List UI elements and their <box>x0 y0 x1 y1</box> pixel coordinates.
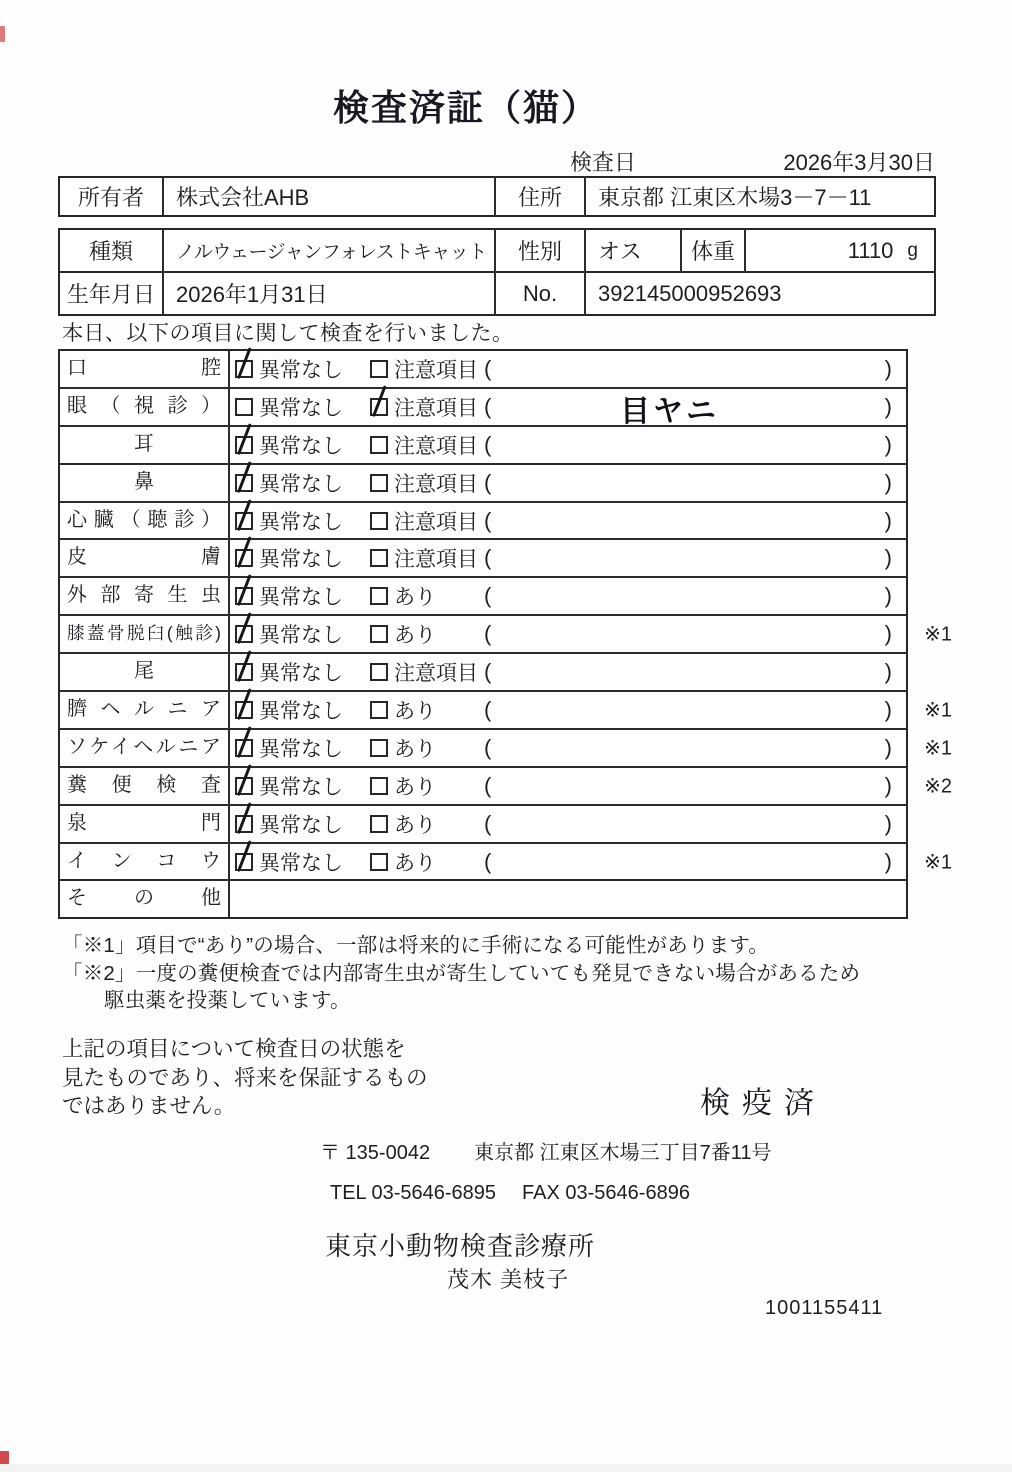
option-label: 注意項目 <box>394 358 478 382</box>
breed-label: 種類 <box>60 230 164 271</box>
exam-table-row <box>60 692 952 730</box>
sex-label: 性別 <box>496 230 586 271</box>
paren-close: ) <box>884 621 892 647</box>
exam-item-name: 糞便検査 <box>60 768 230 804</box>
option-no-abnormality <box>235 809 343 839</box>
checkbox[interactable] <box>235 815 253 833</box>
handwritten-check-mark <box>237 574 252 606</box>
option-label: あり <box>394 775 436 799</box>
option-secondary <box>370 657 478 687</box>
option-no-abnormality <box>235 468 343 498</box>
clinic-contact-line <box>330 1182 690 1205</box>
option-label: 異常なし <box>259 813 343 837</box>
exam-item-name: ソケイヘルニア <box>60 730 230 766</box>
exam-table-row <box>60 730 952 768</box>
inspection-date-label: 検査日 <box>570 150 637 175</box>
option-label: あり <box>394 586 436 610</box>
handwritten-check-mark <box>237 499 252 531</box>
option-secondary <box>370 354 478 384</box>
handwritten-check-mark <box>237 537 252 569</box>
exam-item-name: 心臓（聴診） <box>60 503 230 539</box>
checkbox[interactable] <box>370 474 388 492</box>
scan-edge-artifact <box>0 1464 1012 1472</box>
checkbox[interactable] <box>235 777 253 795</box>
option-secondary <box>370 506 478 536</box>
scan-red-mark-bottom <box>0 1451 9 1464</box>
checkbox[interactable] <box>235 360 253 378</box>
option-label: 注意項目 <box>394 434 478 458</box>
disclaimer-line: 見たものであり、将来を保証するもの <box>62 1065 428 1090</box>
option-label: 注意項目 <box>394 548 478 572</box>
handwritten-check-mark <box>237 423 252 455</box>
paren-close: ) <box>884 848 892 874</box>
weight-unit: g <box>907 239 918 261</box>
option-label: 異常なし <box>259 851 343 875</box>
exam-item-name: 膝蓋骨脱臼(触診) <box>60 616 230 652</box>
exam-table-row <box>60 578 906 616</box>
option-secondary <box>370 695 436 725</box>
paren-open: ( <box>484 696 492 722</box>
checkbox[interactable] <box>370 436 388 454</box>
handwritten-check-mark <box>237 347 252 379</box>
owner-value: 株式会社AHB <box>164 178 496 215</box>
option-secondary <box>370 733 436 763</box>
option-secondary <box>370 468 478 498</box>
option-no-abnormality <box>235 771 343 801</box>
exam-item-result <box>230 768 906 804</box>
footnote-marker: ※1 <box>924 737 952 760</box>
option-no-abnormality <box>235 657 343 687</box>
exam-table <box>58 349 952 919</box>
checkbox[interactable] <box>370 512 388 530</box>
handwritten-check-mark <box>237 764 252 796</box>
option-label: あり <box>394 624 436 648</box>
checkbox[interactable] <box>235 739 253 757</box>
checkbox[interactable] <box>235 853 253 871</box>
option-label: あり <box>394 737 436 761</box>
animal-row-1 <box>60 230 934 271</box>
option-label: 異常なし <box>259 699 343 723</box>
checkbox[interactable] <box>235 701 253 719</box>
owner-table <box>58 176 936 217</box>
exam-table-row <box>60 351 906 389</box>
checkbox[interactable] <box>235 625 253 643</box>
option-no-abnormality <box>235 733 343 763</box>
exam-item-result <box>230 654 906 690</box>
exam-table-row <box>60 806 906 844</box>
disclaimer-line: 上記の項目について検査日の状態を <box>62 1037 406 1061</box>
checkbox[interactable] <box>370 625 388 643</box>
checkbox[interactable] <box>235 549 253 567</box>
exam-item-result <box>230 389 906 429</box>
paren-close: ) <box>884 545 892 571</box>
footnote-1: 「※1」項目で“あり”の場合、一部は将来的に手術になる可能性があります。 <box>62 934 770 957</box>
weight-cell <box>746 230 934 271</box>
exam-item-result <box>230 730 906 766</box>
checkbox[interactable] <box>235 512 253 530</box>
option-secondary <box>370 809 436 839</box>
option-label: 注意項目 <box>394 662 478 686</box>
footnote-2: 「※2」一度の糞便検査では内部寄生虫が寄生していても発見できない場合があるため <box>62 962 861 985</box>
paren-open: ( <box>484 431 492 457</box>
address-label: 住所 <box>496 178 586 215</box>
exam-table-row <box>60 427 906 465</box>
clinic-tel: TEL 03-5646-6895 <box>330 1182 497 1204</box>
option-no-abnormality <box>235 581 343 611</box>
sex-value: オス <box>586 230 682 271</box>
option-no-abnormality <box>235 506 343 536</box>
owner-label: 所有者 <box>60 178 164 215</box>
option-no-abnormality <box>235 695 343 725</box>
checkbox[interactable] <box>235 474 253 492</box>
exam-item-name: 鼻 <box>60 465 230 501</box>
handwritten-check-mark <box>372 385 387 417</box>
paren-close: ) <box>884 734 892 760</box>
option-secondary <box>370 581 436 611</box>
checkbox[interactable] <box>370 853 388 871</box>
disclaimer <box>62 1035 428 1121</box>
paren-close: ) <box>884 469 892 495</box>
paren-close: ) <box>884 431 892 457</box>
option-label: 異常なし <box>259 358 343 382</box>
clinic-name: 東京小動物検査診療所 <box>325 1231 596 1261</box>
paren-close: ) <box>884 772 892 798</box>
checkbox[interactable] <box>370 815 388 833</box>
exam-item-result <box>230 616 906 652</box>
postal-code: 〒 135-0042 <box>320 1142 431 1164</box>
handwritten-note: 目ヤニ <box>619 394 720 429</box>
certificate-title: 検査済証（猫） <box>332 87 599 128</box>
no-value: 392145000952693 <box>598 280 782 306</box>
option-label: 異常なし <box>259 548 343 572</box>
option-label: 注意項目 <box>394 472 478 496</box>
option-label: 異常なし <box>259 624 343 648</box>
address-value: 東京都 江東区木場3－7－11 <box>598 185 872 210</box>
birth-value: 2026年1月31日 <box>164 273 496 314</box>
quarantine-stamp: 検疫済 <box>700 1087 826 1120</box>
exam-item-name: 皮膚 <box>60 540 230 576</box>
paren-close: ) <box>884 810 892 836</box>
clinic-address-line <box>320 1136 772 1165</box>
exam-item-result <box>230 806 906 842</box>
option-secondary <box>370 619 436 649</box>
option-secondary <box>370 771 436 801</box>
option-label: 異常なし <box>259 662 343 686</box>
paren-close: ) <box>884 659 892 685</box>
option-no-abnormality <box>235 847 343 877</box>
paren-open: ( <box>484 583 492 609</box>
clinic-street: 東京都 江東区木場三丁目7番11号 <box>474 1142 772 1164</box>
paren-open: ( <box>484 469 492 495</box>
exam-item-result <box>230 540 906 576</box>
paren-open: ( <box>484 772 492 798</box>
handwritten-check-mark <box>237 612 252 644</box>
clinic-fax: FAX 03-5646-6896 <box>522 1182 690 1204</box>
exam-item-result <box>230 692 906 728</box>
paren-open: ( <box>484 621 492 647</box>
footnote-marker: ※1 <box>924 623 952 646</box>
option-no-abnormality <box>235 392 343 422</box>
exam-table-row <box>60 616 952 654</box>
option-label: 異常なし <box>259 434 343 458</box>
breed-value: ノルウェージャンフォレストキャット <box>164 230 496 271</box>
scan-red-mark-top <box>0 26 5 42</box>
option-secondary <box>370 430 478 460</box>
inspection-date-value: 2026年3月30日 <box>783 150 935 175</box>
exam-item-name: 泉門 <box>60 806 230 842</box>
weight-value: 1110 <box>847 237 894 263</box>
option-secondary <box>370 847 436 877</box>
exam-table-row <box>60 389 906 427</box>
checkbox[interactable] <box>370 549 388 567</box>
paren-open: ( <box>484 659 492 685</box>
exam-item-result <box>230 503 906 539</box>
handwritten-check-mark <box>237 840 252 872</box>
checkbox[interactable] <box>370 587 388 605</box>
checkbox[interactable] <box>235 398 253 416</box>
paren-open: ( <box>484 734 492 760</box>
option-label: 異常なし <box>259 472 343 496</box>
exam-item-name: 耳 <box>60 427 230 463</box>
option-label: あり <box>394 851 436 875</box>
checkbox[interactable] <box>370 360 388 378</box>
checkbox[interactable] <box>370 398 388 416</box>
animal-table <box>58 228 936 316</box>
option-no-abnormality <box>235 430 343 460</box>
paren-open: ( <box>484 848 492 874</box>
option-label: 異常なし <box>259 586 343 610</box>
footnote-marker: ※1 <box>924 699 952 722</box>
exam-item-name: インコウ <box>60 844 230 880</box>
no-label: No. <box>496 273 586 314</box>
exam-table-row <box>60 768 952 806</box>
option-secondary <box>370 392 478 422</box>
exam-table-row <box>60 503 906 541</box>
paren-close: ) <box>884 393 892 419</box>
checkbox[interactable] <box>370 739 388 757</box>
footnote-marker: ※1 <box>924 851 952 874</box>
checkbox[interactable] <box>370 663 388 681</box>
exam-item-name: 尾 <box>60 654 230 690</box>
weight-label: 体重 <box>682 230 746 271</box>
exam-item-name: 口腔 <box>60 351 230 387</box>
checkbox[interactable] <box>235 587 253 605</box>
exam-table-row <box>60 540 906 578</box>
exam-item-result <box>230 844 906 880</box>
exam-item-result <box>230 427 906 463</box>
option-label: 異常なし <box>259 737 343 761</box>
owner-row <box>60 178 934 215</box>
handwritten-check-mark <box>237 650 252 682</box>
footnote-2-continued: 駆虫薬を投薬しています。 <box>104 989 351 1012</box>
exam-item-result <box>230 578 906 614</box>
option-label: 異常なし <box>259 510 343 534</box>
checkbox[interactable] <box>235 436 253 454</box>
exam-item-name: 眼（視診） <box>60 389 230 425</box>
serial-number: 1001155411 <box>765 1297 884 1319</box>
footnote-marker: ※2 <box>924 775 952 798</box>
handwritten-check-mark <box>237 688 252 720</box>
option-secondary <box>370 543 478 573</box>
paren-open: ( <box>484 507 492 533</box>
examiner-name: 茂木 美枝子 <box>447 1267 570 1292</box>
option-label: 異常なし <box>259 396 343 420</box>
paren-close: ) <box>884 355 892 381</box>
animal-row-2 <box>60 271 934 314</box>
exam-table-row <box>60 844 952 882</box>
exam-item-result <box>230 881 906 917</box>
paren-close: ) <box>884 507 892 533</box>
checkbox[interactable] <box>370 701 388 719</box>
exam-item-result <box>230 351 906 387</box>
option-no-abnormality <box>235 354 343 384</box>
intro-sentence: 本日、以下の項目に関して検査を行いました。 <box>62 322 514 345</box>
exam-table-row <box>60 654 906 692</box>
paren-open: ( <box>484 393 492 419</box>
checkbox[interactable] <box>235 663 253 681</box>
checkbox[interactable] <box>370 777 388 795</box>
disclaimer-line: ではありません。 <box>62 1094 236 1118</box>
paren-open: ( <box>484 810 492 836</box>
exam-item-result <box>230 465 906 501</box>
option-no-abnormality <box>235 619 343 649</box>
exam-item-name: 臍ヘルニア <box>60 692 230 728</box>
exam-table-row <box>60 465 906 503</box>
birth-label: 生年月日 <box>60 273 164 314</box>
paren-close: ) <box>884 583 892 609</box>
option-label: 注意項目 <box>394 396 478 420</box>
exam-table-row <box>60 881 906 917</box>
option-no-abnormality <box>235 543 343 573</box>
exam-item-name: その他 <box>60 881 230 917</box>
paren-open: ( <box>484 355 492 381</box>
paren-open: ( <box>484 545 492 571</box>
exam-item-name: 外部寄生虫 <box>60 578 230 614</box>
option-label: あり <box>394 813 436 837</box>
option-label: 異常なし <box>259 775 343 799</box>
handwritten-check-mark <box>237 726 252 758</box>
paren-close: ) <box>884 696 892 722</box>
option-label: あり <box>394 699 436 723</box>
option-label: 注意項目 <box>394 510 478 534</box>
handwritten-check-mark <box>237 461 252 493</box>
handwritten-check-mark <box>237 802 252 834</box>
